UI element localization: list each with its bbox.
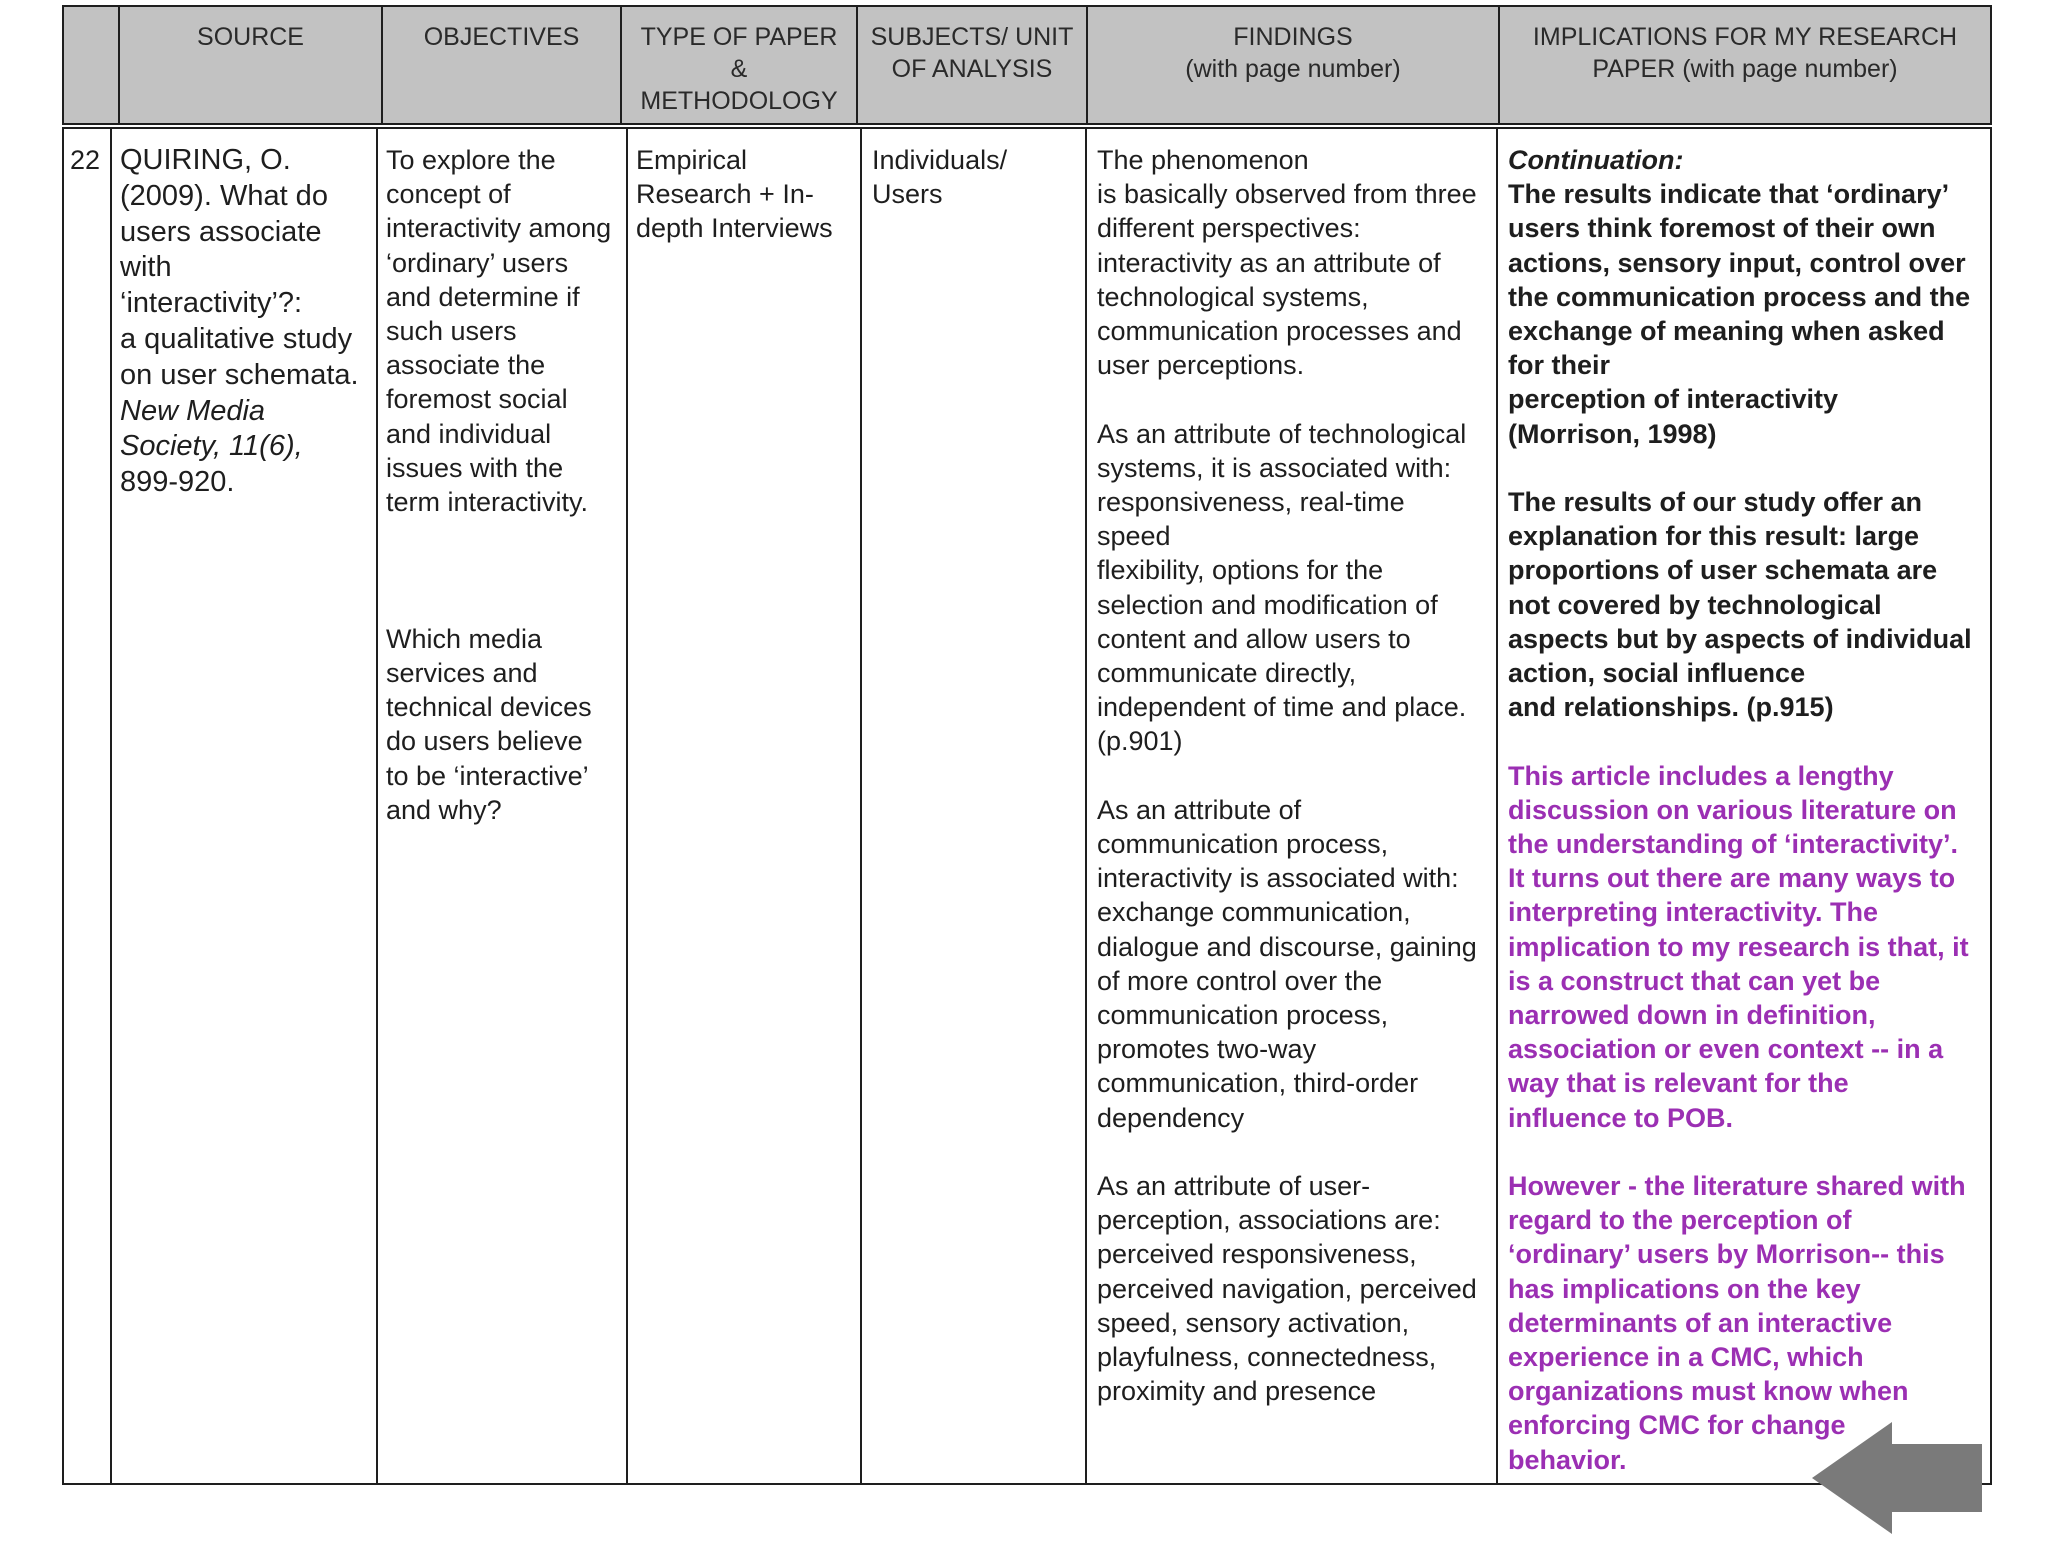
implications-note-line: narrowed down in definition, [1508, 1000, 1876, 1031]
table-row [62, 127, 1992, 1485]
implications-line: exchange of meaning when asked [1508, 316, 1945, 347]
implications-note-line: behavior. [1508, 1444, 1627, 1475]
implications-line: The results of our study offer an [1508, 487, 1923, 518]
implications-line: explanation for this result: large [1508, 521, 1920, 552]
findings-line: promotes two-way [1097, 1034, 1317, 1065]
findings-line: communication processes and [1097, 316, 1462, 347]
findings-line: (p.901) [1097, 726, 1183, 757]
findings-line: user perceptions. [1097, 350, 1305, 381]
findings-line: technological systems, [1097, 281, 1369, 312]
implications-line: not covered by technological [1508, 589, 1882, 620]
source-line: with [120, 251, 172, 284]
objectives-line: concept of [386, 179, 511, 210]
header-subjects: SUBJECTS/ UNIT OF ANALYSIS [858, 7, 1088, 123]
objectives-line: To explore the [386, 145, 556, 175]
findings-line: independent of time and place. [1097, 692, 1467, 723]
type-cell [628, 129, 862, 1483]
type-line: depth Interviews [636, 213, 833, 244]
findings-line: dependency [1097, 1102, 1245, 1133]
findings-line: perception, associations are: [1097, 1205, 1441, 1236]
findings-line: As an attribute of user- [1097, 1171, 1371, 1202]
row-number: 22 [70, 145, 101, 175]
findings-cell [1087, 129, 1498, 1483]
type-line: Research + In- [636, 179, 814, 210]
findings-line: speed [1097, 521, 1171, 552]
implications-note-line: is a construct that can yet be [1508, 965, 1881, 996]
source-line: (2009). What do [120, 179, 328, 212]
objectives-line: term interactivity. [386, 487, 589, 518]
findings-line: content and allow users to [1097, 623, 1411, 654]
findings-line: communication process, [1097, 829, 1389, 860]
findings-line: The phenomenon [1097, 145, 1309, 175]
objectives-line: associate the [386, 350, 546, 381]
implications-line: users think foremost of their own [1508, 213, 1936, 244]
source-journal: New Media [120, 394, 266, 427]
implications-note-line: determinants of an interactive [1508, 1307, 1893, 1338]
header-source: SOURCE [120, 7, 383, 123]
findings-line: communicate directly, [1097, 658, 1357, 689]
source-line: ‘interactivity’?: [120, 287, 303, 320]
findings-line: perceived responsiveness, [1097, 1239, 1417, 1270]
objectives-line: and why? [386, 794, 502, 825]
header-objectives: OBJECTIVES [383, 7, 622, 123]
objectives-line: technical devices [386, 692, 592, 723]
objectives-line: to be ‘interactive’ [386, 760, 589, 791]
header-implications: IMPLICATIONS FOR MY RESEARCH PAPER (with page number) [1532, 23, 1958, 83]
findings-line: interactivity as an attribute of [1097, 247, 1441, 278]
implications-line: proportions of user schemata are [1508, 555, 1938, 586]
implications-note-line: regard to the perception of [1508, 1205, 1852, 1236]
implications-note-line: implication to my research is that, it [1508, 931, 1969, 962]
implications-note-line: organizations must know when [1508, 1376, 1909, 1407]
subjects-cell [862, 129, 1087, 1483]
subjects-line: Individuals/ [872, 145, 1008, 175]
implications-note-line: enforcing CMC for change [1508, 1410, 1846, 1441]
type-line: Empirical [636, 145, 748, 175]
source-journal: Society, 11(6), [120, 430, 303, 463]
implications-note-line: association or even context -- in a [1508, 1034, 1944, 1065]
implications-line: aspects but by aspects of individual [1508, 623, 1972, 654]
objectives-line: interactivity among [386, 213, 612, 244]
findings-line: different perspectives: [1097, 213, 1361, 244]
objectives-cell [378, 129, 628, 1483]
subjects-line: Users [872, 179, 943, 210]
implications-line: and relationships. (p.915) [1508, 692, 1834, 723]
implications-note-line: ‘ordinary’ users by Morrison-- this [1508, 1239, 1945, 1270]
objectives-line: and individual [386, 418, 552, 449]
implications-line: for their [1508, 350, 1611, 381]
findings-line: selection and modification of [1097, 589, 1438, 620]
implications-note-line: It turns out there are many ways to [1508, 863, 1956, 894]
implications-line: The results indicate that ‘ordinary’ [1508, 179, 1950, 210]
findings-line: proximity and presence [1097, 1376, 1377, 1407]
back-arrow-button[interactable] [1812, 1420, 1982, 1536]
source-line: QUIRING, O. [120, 144, 291, 176]
objectives-line: issues with the [386, 452, 564, 483]
implications-note-line: influence to POB. [1508, 1102, 1734, 1133]
source-line: a qualitative study [120, 322, 353, 355]
implications-cell [1498, 129, 1990, 1483]
implications-note-line: However - the literature shared with [1508, 1171, 1966, 1202]
findings-line: communication process, [1097, 1000, 1389, 1031]
objectives-line: such users [386, 316, 517, 347]
implications-line: actions, sensory input, control over [1508, 247, 1966, 278]
implications-line: action, social influence [1508, 658, 1806, 689]
implications-line: perception of interactivity [1508, 384, 1839, 415]
findings-line: responsiveness, real-time [1097, 487, 1405, 518]
findings-line: of more control over the [1097, 965, 1383, 996]
implications-note-line: discussion on various literature on [1508, 794, 1957, 825]
findings-line: communication, third-order [1097, 1068, 1419, 1099]
findings-line: systems, it is associated with: [1097, 452, 1452, 483]
findings-line: speed, sensory activation, [1097, 1307, 1410, 1338]
findings-line: is basically observed from three [1097, 179, 1477, 210]
implications-note-line: This article includes a lengthy [1508, 760, 1894, 791]
findings-line: exchange communication, [1097, 897, 1411, 928]
source-line: on user schemata. [120, 358, 359, 391]
header-row-number [64, 7, 120, 123]
implications-line: (Morrison, 1998) [1508, 418, 1717, 449]
table-header [62, 5, 1992, 125]
objectives-line: foremost social [386, 384, 568, 415]
continuation-label: Continuation: [1508, 145, 1684, 175]
findings-line: As an attribute of technological [1097, 418, 1467, 449]
implications-line: the communication process and the [1508, 281, 1971, 312]
findings-line: playfulness, connectedness, [1097, 1342, 1437, 1373]
implications-note-line: way that is relevant for the [1508, 1068, 1849, 1099]
implications-note-line: the understanding of ‘interactivity’. [1508, 829, 1959, 860]
row-number-cell [64, 129, 112, 1483]
header-findings: FINDINGS (with page number) [1088, 7, 1500, 123]
source-pages: 899-920. [120, 466, 235, 499]
objectives-line: do users believe [386, 726, 583, 757]
implications-note-line: has implications on the key [1508, 1273, 1861, 1304]
header-type: TYPE OF PAPER & METHODOLOGY [622, 7, 858, 123]
objectives-line: services and [386, 658, 538, 688]
objectives-line: Which media [386, 623, 543, 654]
source-line: users associate [120, 215, 322, 248]
implications-note-line: experience in a CMC, which [1508, 1342, 1864, 1373]
findings-line: flexibility, options for the [1097, 555, 1384, 586]
source-cell [112, 129, 378, 1483]
findings-line: dialogue and discourse, gaining [1097, 931, 1477, 962]
left-arrow-icon [1812, 1420, 1982, 1536]
implications-note-line: interpreting interactivity. The [1508, 897, 1879, 928]
findings-line: interactivity is associated with: [1097, 863, 1459, 894]
objectives-line: and determine if [386, 281, 580, 312]
findings-line: perceived navigation, perceived [1097, 1273, 1477, 1304]
findings-line: As an attribute of [1097, 794, 1302, 825]
objectives-line: ‘ordinary’ users [386, 247, 569, 278]
